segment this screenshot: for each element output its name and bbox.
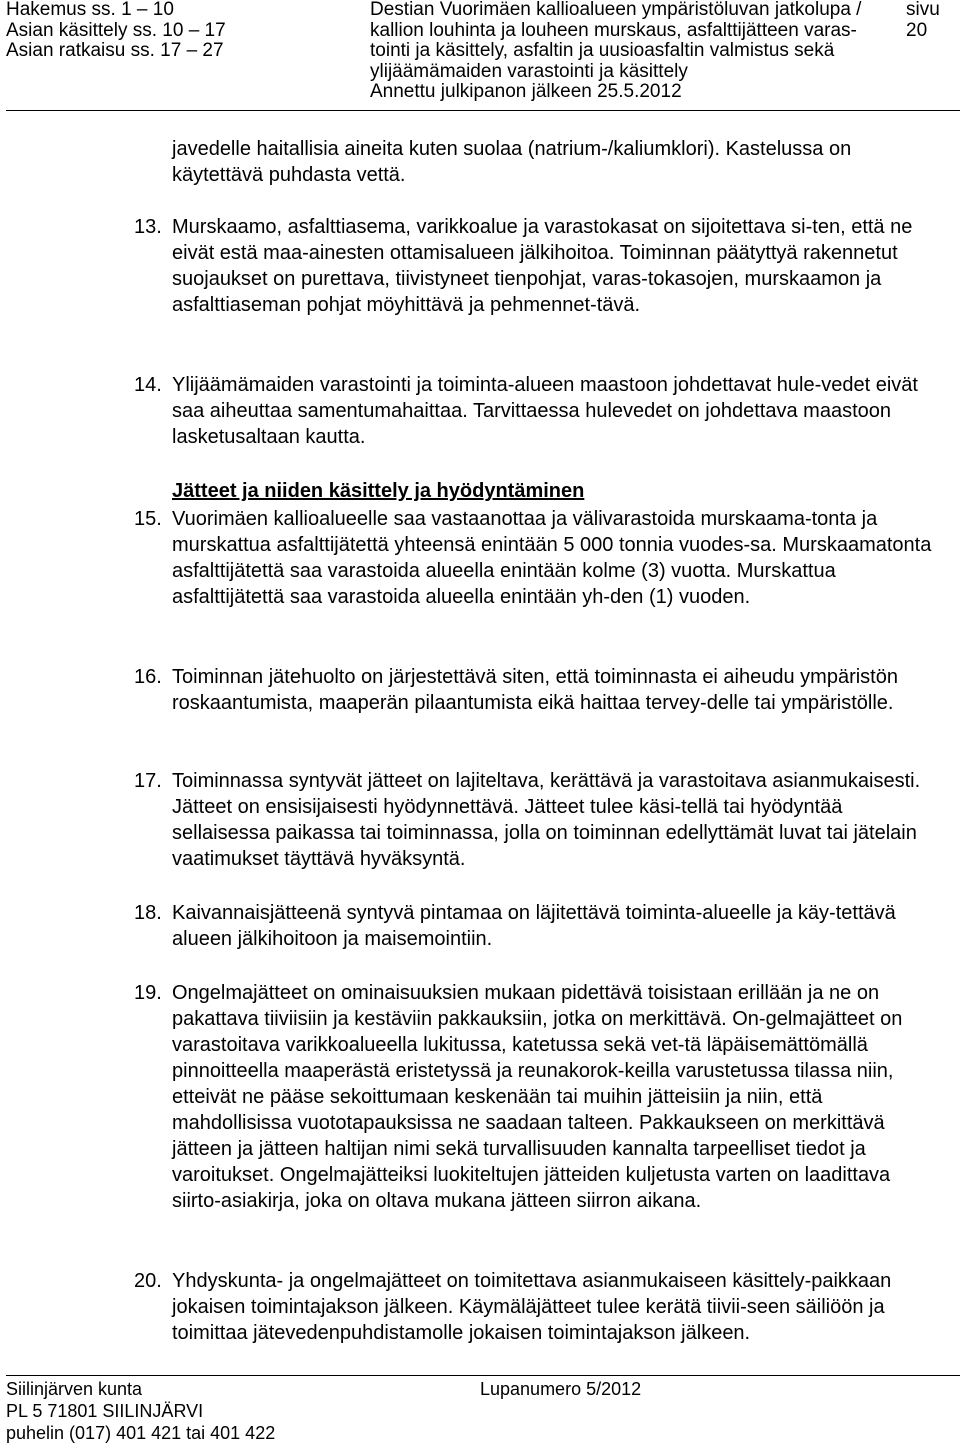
item-number: 16.: [134, 666, 162, 688]
header-title-line: Destian Vuorimäen kallioalueen ympäristöluvan jatkolupa /: [370, 0, 862, 20]
item-number: 17.: [134, 770, 162, 792]
item-text: Toiminnan jätehuolto on järjestettävä siten, että toiminnasta ei aiheudu ympäristön roskaantumista, maaperän pilaantumista eikä haittaa tervey-delle tai ympäristölle.: [172, 666, 898, 714]
item-text: Ongelmajätteet on ominaisuuksien mukaan pidettävä toisistaan erillään ja ne on pakattava tiiviisiin ja kestäviin pakkauksiin, jotka on merkittävä. On-gelmajätteet on varastoitava varikkoalueella lukitussa, katetussa sekä vet-tä läpäisemättömällä pinnoitteella maaperästä eristetyssä ja reunakorok-keilla varustetussa tilassa niin, etteivät ne pääse sekoittumaan keskenään tai muihin jätteisiin ja niin, että mahdollisissa vuototapauksissa ne saadaan talteen. Pakkaukseen on merkittävä jätteen ja jätteen haltijan nimi sekä turvallisuuden kannalta tarpeelliset tiedot ja varoitukset. Ongelmajätteiksi luokiteltujen jätteiden kuljetusta varten on laadittava siirto-asiakirja, joka on oltava mukana jätteen siirron aikana.: [172, 982, 903, 1212]
item-number: 18.: [134, 902, 162, 924]
footer-contact-line: puhelin (017) 401 421 tai 401 422: [6, 1423, 276, 1443]
condition-item-13: [134, 214, 934, 318]
condition-item-15: [134, 506, 934, 610]
item-number: 13.: [134, 216, 162, 238]
header-index-line: Asian ratkaisu ss. 17 – 27: [6, 40, 224, 61]
header-index-line: Asian käsittely ss. 10 – 17: [6, 19, 226, 41]
item-text: Murskaamo, asfalttiasema, varikkoalue ja varastokasat on sijoitettava si-ten, että ne eivät estä maa-ainesten ottamisalueen jälkihoitoa. Toiminnan päätyttyä rakennetut suojaukset on purettava, tiivistyneet tienpohjat, varas-tokasojen, murskaamon ja asfalttiaseman pohjat möyhittävä ja pehmennet-tävä.: [172, 216, 913, 316]
footer-contact-line: Siilinjärven kunta: [6, 1379, 143, 1399]
footer-divider: [6, 1375, 960, 1376]
header-divider: [6, 110, 960, 111]
footer-contact: [6, 1378, 275, 1444]
condition-item-20: [134, 1268, 934, 1346]
item-text: Ylijäämämaiden varastointi ja toiminta-alueen maastoon johdettavat hule-vedet eivät saa aiheuttaa samentumahaittaa. Tarvittaessa hulevedet on johdettava maastoon lasketusaltaan kautta.: [172, 374, 918, 448]
footer-permit-number: Lupanumero 5/2012: [480, 1379, 642, 1399]
continuation-paragraph: javedelle haitallisia aineita kuten suolaa (natrium-/kaliumklori). Kastelussa on käytettävä puhdasta vettä.: [172, 138, 852, 186]
condition-item-16: [134, 664, 934, 716]
page-number: sivu 20: [906, 0, 940, 41]
header-title-line: Annettu julkipanon jälkeen 25.5.2012: [370, 81, 682, 102]
header-document-title: [370, 0, 910, 103]
item-text: Toiminnassa syntyvät jätteet on lajiteltava, kerättävä ja varastoitava asianmukaisesti. Jätteet on ensisijaisesti hyödynnettävä. Jätteet tulee käsi-tellä tai hyödyntää sellaisessa paikassa tai toiminnassa, jolla on toiminnan edellyttämät luvat tai jätelain vaatimukset täyttävä hyväksyntä.: [172, 770, 921, 870]
condition-item-17: [134, 768, 934, 872]
item-text: Vuorimäen kallioalueelle saa vastaanottaa ja välivarastoida murskaama-tonta ja murskattua asfalttijätettä yhteensä enintään 5 000 tonnia vuodes-sa. Murskaamatonta asfalttijätettä saa varastoida alueella enintään kolme (3) vuotta. Murskattua asfalttijätettä saa varastoida alueella enintään yh-den (1) vuoden.: [172, 508, 932, 608]
header-title-line: kallion louhinta ja louheen murskaus, asfalttijätteen varas-: [370, 19, 857, 41]
item-number: 20.: [134, 1270, 162, 1292]
header-title-line: tointi ja käsittely, asfaltin ja uusioasfaltin valmistus sekä: [370, 40, 835, 61]
item-number: 14.: [134, 374, 162, 396]
item-text: Yhdyskunta- ja ongelmajätteet on toimitettava asianmukaiseen käsittely-paikkaan jokaisen toimintajakson jälkeen. Käymäläjätteet tulee kerätä tiivii-seen säiliöön ja toimittaa jätevedenpuhdistamolle jokaisen toimintajakson jälkeen.: [172, 1270, 892, 1344]
condition-item-19: [134, 980, 934, 1214]
section-heading-waste: Jätteet ja niiden käsittely ja hyödyntäminen: [172, 480, 585, 502]
header-case-index: [6, 0, 226, 62]
header-title-line: ylijäämämaiden varastointi ja käsittely: [370, 60, 688, 82]
condition-item-18: [134, 900, 934, 952]
condition-item-14: [134, 372, 934, 450]
header-index-line: Hakemus ss. 1 – 10: [6, 0, 174, 20]
footer-contact-line: PL 5 71801 SIILINJÄRVI: [6, 1401, 204, 1421]
item-text: Kaivannaisjätteenä syntyvä pintamaa on läjitettävä toiminta-alueelle ja käy-tettävä alueen jälkihoitoon ja maisemointiin.: [172, 902, 896, 950]
item-number: 15.: [134, 508, 162, 530]
item-number: 19.: [134, 982, 162, 1004]
